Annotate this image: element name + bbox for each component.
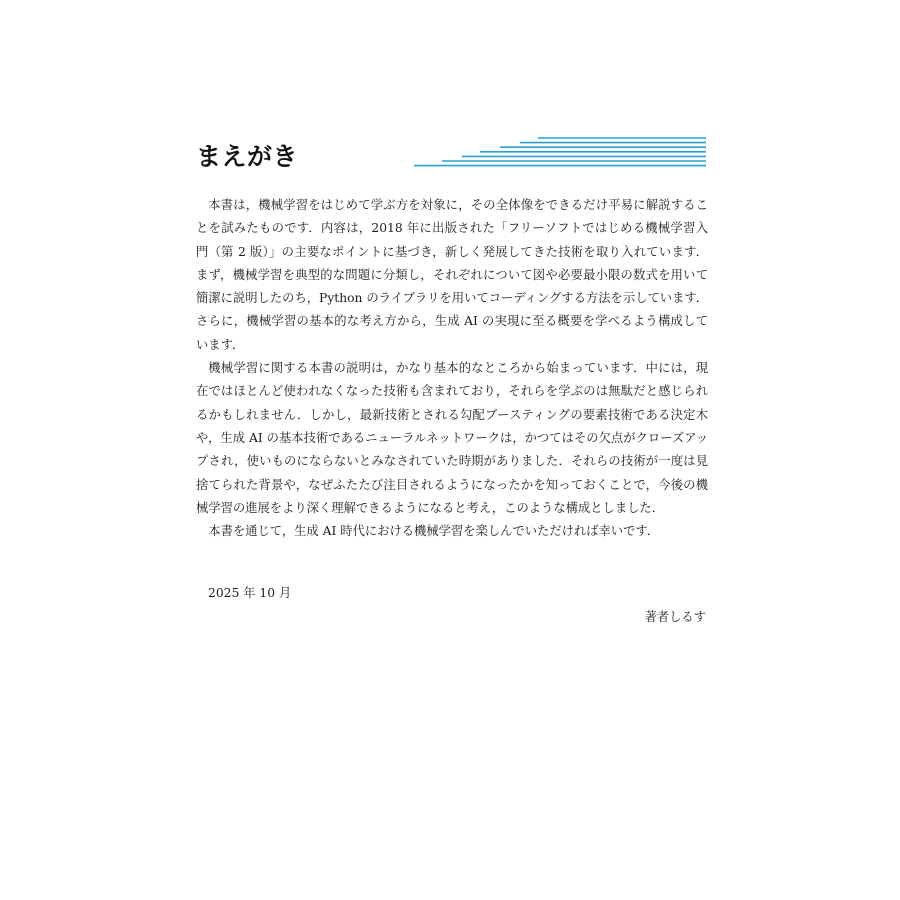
page-title: まえがき (196, 142, 299, 171)
paragraph: 機械学習に関する本書の説明は，かなり基本的なところから始まっています．中には，現在ではほとんど使われなくなった技術も含まれており，それらを学ぶのは無駄だと感じられるかもしれません．しかし，最新技術とされる勾配ブースティングの要素技術である決定木や，生成 AI の基本技術であるニューラルネットワークは，かつてはその欠点がクローズアップされ，使いものにならないとみなされていた時期がありました．それらの技術が一度は見捨てられた背景や，なぜふたたび注目されるようになったかを知っておくことで，今後の機械学習の進展をより深く理解できるようになると考え，このような構成としました． (196, 361, 708, 515)
paragraph: 本書を通じて，生成 AI 時代における機械学習を楽しんでいただければ幸いです． (208, 524, 660, 539)
author-signature: 著者しるす (644, 610, 706, 624)
preface-body (196, 194, 708, 543)
date-line: 2025 年 10 月 (208, 586, 292, 600)
paragraph: 本書は，機械学習をはじめて学ぶ方を対象に，その全体像をできるだけ平易に解説することを試みたものです．内容は，2018 年に出版された「フリーソフトではじめる機械学習入門（第 2 版）」の主要なポイントに基づき，新しく発展してきた技術を取り入れています．まず，機械学習を典型的な問題に分類し，それぞれについて図や必要最小限の数式を用いて簡潔に説明したのち，Python のライブラリを用いてコーディングする方法を示しています．さらに，機械学習の基本的な考え方から，生成 AI の実現に至る概要を学べるよう構成しています． (196, 198, 708, 352)
